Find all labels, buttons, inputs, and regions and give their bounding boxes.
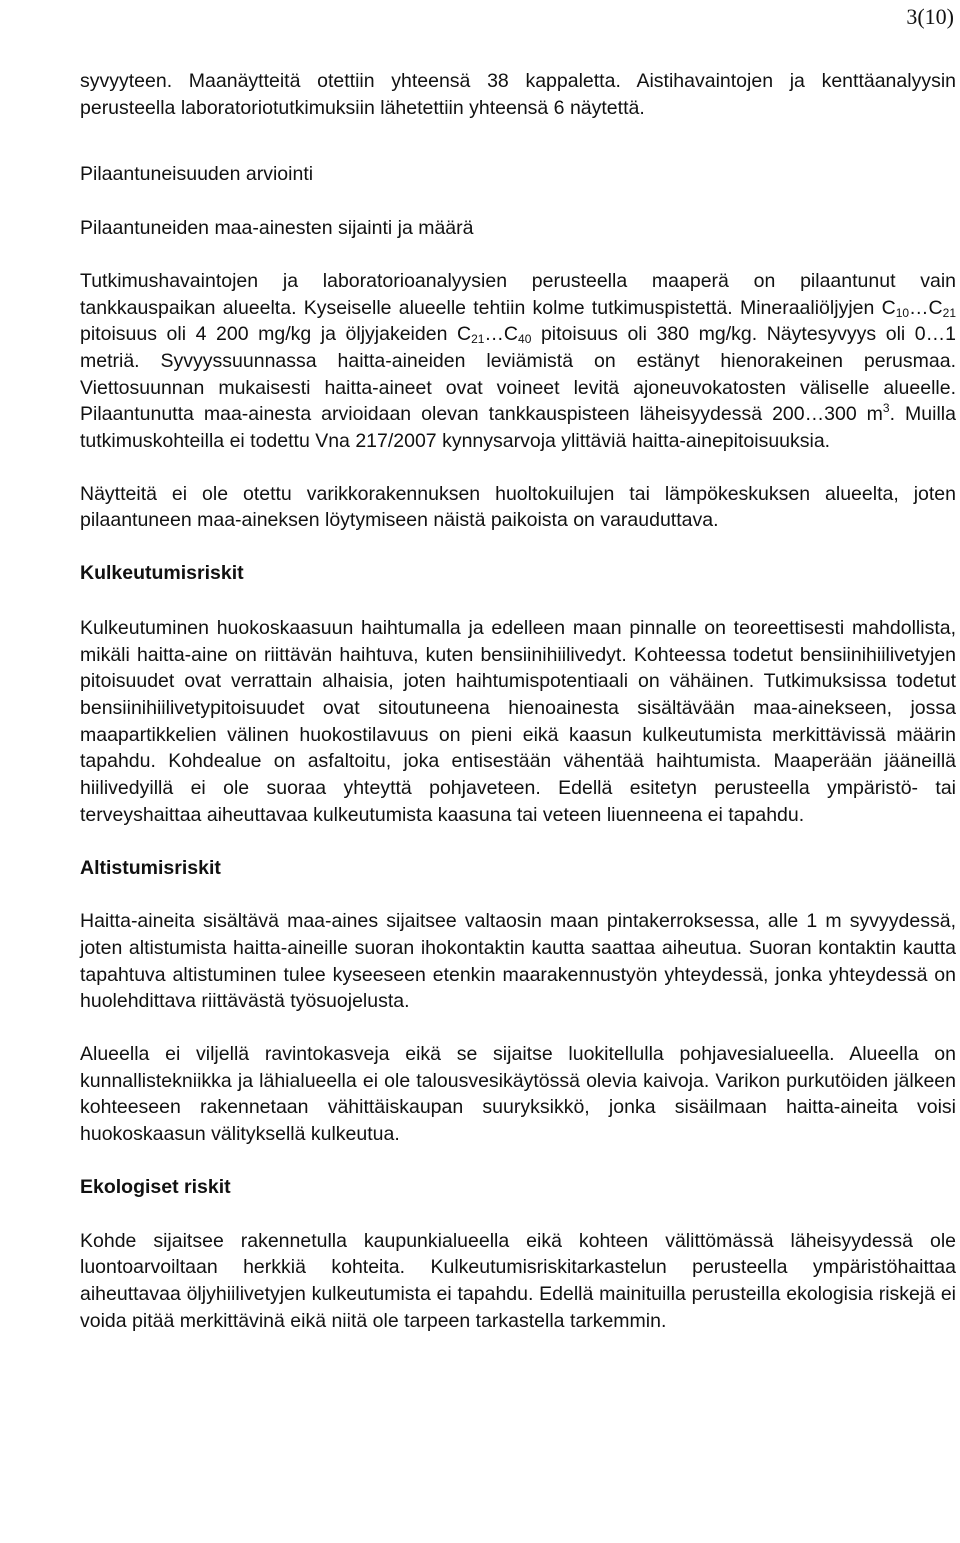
paragraph-altistumisriskit-2: Alueella ei viljellä ravintokasveja eikä se sijaitse luokitellulla pohjavesialueella. Alueella on kunnallistekniikka ja lähialueella ei ole talousvesikäytössä olevia kaivoja. Varikon purkutöiden jälkeen kohteeseen rakennetaan vähittäiskaupan suuryksikkö, jonka sisäilmaan haitta-aineita voisi huokoskaasun välityksellä kulkeutua. (80, 1042, 956, 1146)
page-number: 3(10) (906, 4, 954, 29)
section-title-altistumisriskit: Altistumisriskit (80, 857, 221, 880)
paragraph-altistumisriskit-1: Haitta-aineita sisältävä maa-aines sijaitsee valtaosin maan pintakerroksessa, alle 1 m syvyydessä, joten altistumista haitta-aineille suoran ihokontaktin kautta saattaa aiheutua. Suoran kontaktin kautta tapahtuva altistuminen tulee kyseeseen etenkin maarakennustyön yhteydessä, jonka yhteydessä on huolehdittava riittävästä työsuojelusta. (80, 910, 956, 1013)
paragraph-kulkeutumisriskit: Kulkeutuminen huokoskaasuun haihtumalla ja edelleen maan pinnalle on teoreettisesti mahdollista, mikäli haitta-aine on riittävän haihtuva, kuten bensiinihiilivedyt. Kohteessa todetut bensiinihiilivetyjen pitoisuudet ovat verrattain alhaisia, joten haihtumispotentiaali on vähäinen. Tutkimuksissa todetut bensiinihiilivetypitoisuudet ovat sitoutuneena hienoainesta sisältävään maa-ainekseen, jossa maapartikkelien välinen huokostilavuus on pieni eikä kaasun kulkeutumista merkittävissä määrin tapahdu. Kohdealue on asfaltoitu, joka entisestään vähentää haihtumista. Maaperään jääneillä hiilivedyillä ei ole suoraa yhteyttä pohjaveteen. Edellä esitetyn perusteella ympäristö- tai terveyshaittaa aiheuttavaa kulkeutumista kaasuna tai veteen liuenneena ei tapahdu. (80, 616, 956, 826)
subsection-title-sijainti: Pilaantuneiden maa-ainesten sijainti ja määrä (80, 217, 474, 240)
paragraph-ekologiset-riskit: Kohde sijaitsee rakennetulla kaupunkialueella eikä kohteen välittömässä läheisyydessä ole luontoarvoiltaan herkkiä kohteita. Kulkeutumisriskitarkastelun perusteella ympäristöhaittaa aiheuttavaa öljyhiilivetyjen kulkeutumista ei tapahdu. Edellä mainituilla perusteilla ekologisia riskejä ei voida pitää merkittävinä eikä niitä ole tarpeen tarkastella tarkemmin. (80, 1229, 956, 1332)
section-title-ekologiset-riskit: Ekologiset riskit (80, 1175, 231, 1198)
section-title-kulkeutumisriskit: Kulkeutumisriskit (80, 562, 244, 585)
intro-paragraph: syvyyteen. Maanäytteitä otettiin yhteensä 38 kappaletta. Aistihavaintojen ja kenttäanalyysin perusteella laboratoriotutkimuksiin lähetettiin yhteensä 6 näytettä. (80, 70, 956, 119)
section-title-pilaantuneisuus: Pilaantuneisuuden arviointi (80, 163, 314, 186)
paragraph-pilaantuneisuus: Tutkimushavaintojen ja laboratorioanalyysien perusteella maaperä on pilaantunut vain tankkauspaikan alueelta. Kyseiselle alueelle tehtiin kolme tutkimuspistettä. Mineraaliöljyjen $C_{10}\dots C_{21}$ pitoisuus oli 4 200 mg/kg ja öljyjakeiden $C_{21}\dots C_{40}$ pitoisuus oli 380 mg/kg. Näytesyvyys oli 0…1 metriä. Syvyyssuunnassa haitta-aineiden leviämistä on estänyt hienorakeinen perusmaa. Viettosuunnan mukaisesti haitta-aineet ovat voineet levitä ajoneuvokatosten väliselle alueelle. Pilaantunutta maa-ainesta arvioidaan olevan tankkauspisteen läheisyydessä 200…300 $m^3$. Muilla tutkimuskohteilla ei todettu Vna 217/2007 kynnysarvoja ylittäviä haitta-ainepitoisuuksia. (80, 269, 956, 453)
paragraph-naytteet: Näytteitä ei ole otettu varikkorakennuksen huoltokuilujen tai lämpökeskuksen alueelta, joten pilaantuneen maa-aineksen löytymiseen näistä paikoista on varauduttava. (80, 482, 956, 532)
document-body (80, 68, 956, 1334)
